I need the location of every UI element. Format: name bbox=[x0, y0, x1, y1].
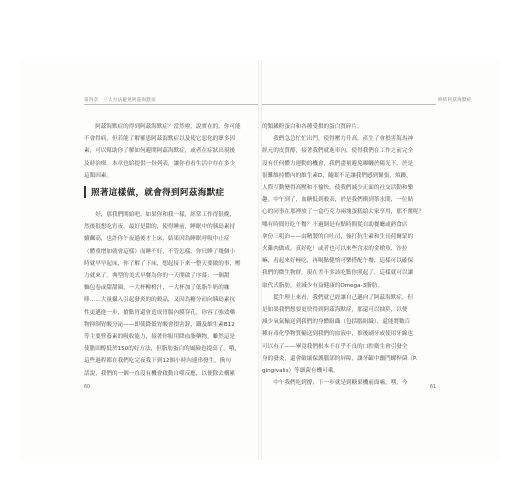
header-rule-right bbox=[262, 104, 436, 105]
text-line: 種有毒化學物質輸送到我們的血液中，推後刷牙或使用牙線也 bbox=[262, 331, 414, 338]
text-line: 啡……大量攝入引起發炎的的穀品，又因為糖分而向胰島素抗 bbox=[84, 297, 236, 304]
text-line: 物抑制胃酸分泌——即使降低胃酸會損害鋅、鐵及維生素B12 bbox=[84, 321, 235, 328]
text-line: 等主要營養素的吸收能力，接著你服用降血脂藥物，雖然這是 bbox=[84, 334, 236, 341]
running-head-right: 終結阿茲海默症 bbox=[438, 98, 472, 103]
text-line: 話說，我們的一個一直沒有機會啟動自噬反應，以便除去構累 bbox=[84, 370, 236, 377]
text-line: 沒有任何體力運動的機會，我們盡量避免曝曬於陽光下，於是 bbox=[262, 160, 414, 167]
text-line: 使膽固醇低於150的好方法，但脂肪蛋白的風險也提高了。哦， bbox=[84, 346, 241, 353]
text-line: 心的同事在那裡放了一盒巧克力兩塊蛋糕給大家享用，那不奮呢？ bbox=[262, 209, 425, 216]
text-line: 趣。中午到了，血糖低到穀表，於是我們衝到茶水間，一位貼 bbox=[262, 197, 414, 204]
left-body-text bbox=[84, 209, 258, 380]
text-line: 好，那我們開始吧。如果你和我一樣，經常工作得很晚， bbox=[84, 212, 236, 218]
text-line: 續飆高，也許你午夜過後才上床，結果因為睡眠呼吸中止症 bbox=[84, 236, 230, 243]
running-head-left: 第四章 三大方法避免阿茲海默症 bbox=[84, 98, 156, 103]
text-line: 阿茲海默症的得到阿茲海默症？當然啦，說實在的，你可能 bbox=[84, 124, 241, 130]
right-body-text bbox=[262, 121, 438, 389]
page-number-left: 60 bbox=[84, 385, 91, 390]
text-line: 性更邁進一步，搶點胃還會造成胃腸內膜穿孔，你容了強效藥 bbox=[84, 309, 236, 316]
text-line: 是如果我們想要更快得到阿茲海默症，那還可以抽菸，以便 bbox=[262, 307, 408, 314]
text-line: 身的發炎，還會破壞保護腦部的屏障，讓牙齦中幽門螺桿菌（P. bbox=[262, 355, 418, 362]
text-line: 不會得病，但若能了解罹患阿茲海默症以及使它惡化的眾多因 bbox=[84, 136, 236, 143]
text-line: 這些過程都在我們吃完夜我下到12個小時內連串發生，換句 bbox=[84, 358, 231, 365]
text-line: 取代式脂肪，並減少有益健康的Omega-3脂肪。 bbox=[262, 282, 383, 289]
text-line: 及時治療。本章也給提供一份列表，讓你看看生活中存在多少 bbox=[84, 160, 236, 167]
text-line: 然後很想吃宵夜，最好是甜的，使得睡前，睡眠中的胰島素持 bbox=[84, 224, 236, 231]
text-line: 力就來了。典型的美式早餐為你的一天開啟了序幕：一個甜 bbox=[84, 273, 230, 280]
text-line: 我們的微生物群，現在差不多該吃點你照起了，這樣就可以讓 bbox=[262, 270, 414, 277]
text-line: 很難維持體內的維生素D，隨眼不足讓我們感到緊張，煩躁， bbox=[262, 172, 412, 179]
text-line: 嘛，看起來好極吃，再喝點健怡可樂搭配午餐，這樣可以確保 bbox=[262, 258, 414, 265]
header-rule-left bbox=[84, 104, 258, 105]
left-intro-paragraph bbox=[84, 121, 258, 182]
section-heading: 照著這樣做，就會得到阿茲海默症 bbox=[84, 186, 224, 198]
text-line: gingivalis）等細菌有機可乘。 bbox=[262, 368, 339, 375]
text-line: 可以有了——畢竟我們根本不在乎不良的口腔衛生會引發全 bbox=[262, 343, 408, 350]
text-line: 我們急急忙忙出門，使得壓力升高，產生了會損害海馬神 bbox=[262, 136, 414, 143]
text-line: 火雞肉做成，真好吃！或者也可以來些含汞的金槍魚、沙拉 bbox=[262, 246, 408, 253]
text-line: （體重增加就會這樣）而睡不好，不管怎樣，你只睡了幾個小 bbox=[84, 248, 236, 255]
text-line: 減少氧氣輸送到我們的身體組織（包括腦組織），還能將數百 bbox=[262, 319, 411, 326]
text-line: 麵包卷或甜甜圈，一大杯柳橙汁，一大杯加了低脂牛奶的咖 bbox=[84, 285, 230, 292]
text-line: 這類因素。 bbox=[84, 172, 112, 179]
page-number-right: 61 bbox=[430, 385, 437, 390]
text-line: 人際互動變得高壓和不愉快，使我們減少正面的社交活動和樂 bbox=[262, 185, 414, 192]
text-line: 的類澱粉蛋白和各種受損的蛋白質碎片。 bbox=[262, 124, 363, 130]
text-line: 素，可以幫助你了解如何避開阿茲海默症，或者在症狀出現後 bbox=[84, 148, 236, 155]
text-line: 哪有時間好吃午餐？不過倒是有點時間從自助餐廳或熟食店 bbox=[262, 221, 408, 228]
text-line: 中午我們吃到撐，下一步就是到糖果機前面嗑，嘿，今 bbox=[262, 380, 408, 387]
text-line: 從生理上來看，我們就已經讓自己邁向了阿茲海默症，但 bbox=[262, 294, 414, 301]
text-line: 經元的皮質醇，接著我們就進車內，使得我們在工作之前完全 bbox=[262, 148, 414, 155]
text-line: 拿份三明治——由精製的白吐司，強打抗生素和生長荷爾蒙的 bbox=[262, 233, 414, 240]
text-line: 時就早早起床，你了解了下床，想起接下來一整天要做的事，壓 bbox=[84, 260, 241, 267]
